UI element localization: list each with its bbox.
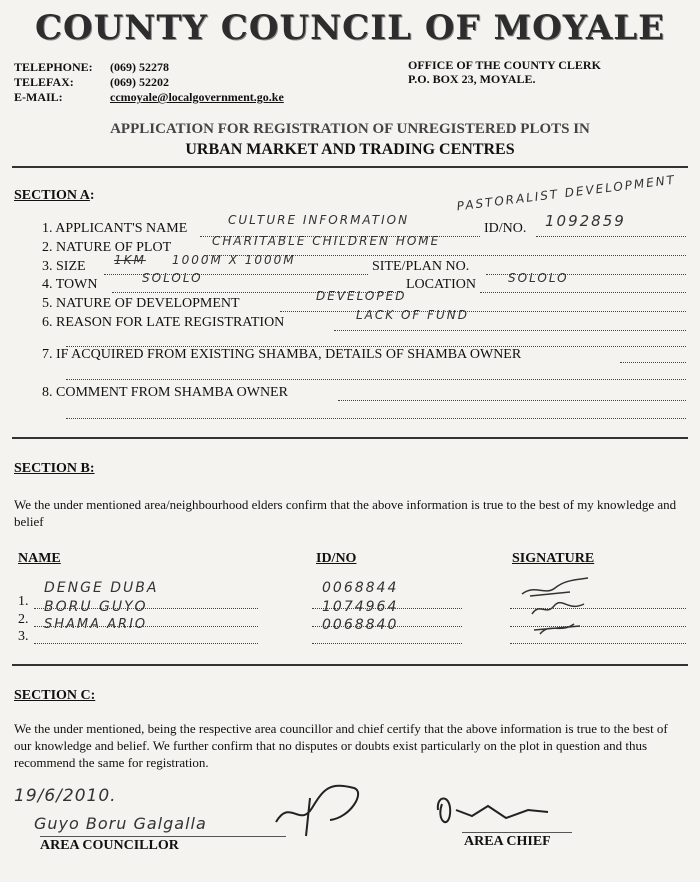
councillor-signature-icon — [270, 778, 370, 840]
nature-of-plot-value: CHARITABLE CHILDREN HOME — [212, 234, 441, 248]
handwritten-date: 19/6/2010. — [14, 786, 117, 806]
nature-of-development-value: DEVELOPED — [316, 289, 407, 303]
telephone-label: TELEPHONE: — [14, 60, 93, 74]
field-shamba-owner-comment: 8. COMMENT FROM SHAMBA OWNER — [42, 385, 288, 400]
elder-row-2-num: 2. — [18, 612, 29, 627]
telefax-label: TELEFAX: — [14, 75, 74, 89]
section-a-heading: SECTION A: — [14, 188, 95, 203]
contact-block — [14, 60, 284, 105]
elder-row-3-num: 3. — [18, 629, 29, 644]
elder-row-2-name: BORU GUYO — [44, 599, 148, 615]
field-town: 4. TOWN — [42, 277, 98, 292]
telefax-value: (069) 52202 — [110, 75, 169, 89]
area-chief-label: AREA CHIEF — [464, 834, 551, 849]
elder-row-1-id: 0068844 — [322, 580, 399, 596]
section-a-divider — [12, 437, 688, 439]
elder-2-signature-icon — [528, 598, 588, 620]
po-box: P.O. BOX 23, MOYALE. — [408, 72, 536, 86]
size-value: 1000M X 1000M — [172, 253, 296, 267]
location-value: SOLOLO — [508, 271, 569, 285]
email-value: ccmoyale@localgovernment.go.ke — [110, 90, 284, 104]
chief-signature-line — [462, 832, 572, 833]
late-registration-value: LACK OF FUND — [356, 308, 470, 322]
form-title-line1: APPLICATION FOR REGISTRATION OF UNREGISTERED PLOTS IN — [110, 121, 590, 137]
late-registration-line-2 — [66, 334, 686, 347]
elder-3-signature-icon — [530, 618, 590, 638]
section-b-divider — [12, 664, 688, 666]
id-label: ID/NO. — [484, 221, 527, 236]
councillor-signature-line — [40, 836, 286, 837]
chief-signature-icon — [432, 790, 552, 838]
field-shamba-owner-details: 7. IF ACQUIRED FROM EXISTING SHAMBA, DETAILS OF SHAMBA OWNER — [42, 347, 522, 362]
elder-row-1-num: 1. — [18, 594, 29, 609]
id-value: 1092859 — [545, 212, 626, 230]
col-header-signature: SIGNATURE — [512, 551, 595, 566]
size-struck-value: 1KM — [114, 253, 146, 267]
field-nature-of-development: 5. NATURE OF DEVELOPMENT — [42, 296, 240, 311]
handwritten-organisation: PASTORALIST DEVELOPMENT — [455, 172, 677, 214]
col-header-name: NAME — [18, 551, 61, 566]
area-councillor-label: AREA COUNCILLOR — [40, 838, 179, 853]
field-nature-of-plot: 2. NATURE OF PLOT — [42, 240, 172, 255]
applicant-name-value: CULTURE INFORMATION — [228, 213, 410, 227]
header-divider — [12, 166, 688, 168]
elder-row-3-id: 0068840 — [322, 617, 399, 633]
elder-row-3-name-line — [34, 631, 258, 644]
telephone-value: (069) 52278 — [110, 60, 169, 74]
field-late-registration-reason: 6. REASON FOR LATE REGISTRATION — [42, 315, 285, 330]
office-block — [408, 58, 601, 86]
shamba-comment-line — [338, 388, 686, 401]
section-c-text: We the under mentioned, being the respective area councillor and chief certify that the above information is true to the best of our knowledge and belief. We further confirm that no disputes or doubts exist particularly on the plot in question and thus recommend the same for registration. — [14, 721, 668, 770]
email-label: E-MAIL: — [14, 90, 63, 104]
shamba-owner-line — [620, 350, 686, 363]
shamba-owner-line-2 — [66, 367, 686, 380]
section-c-heading: SECTION C: — [14, 688, 96, 703]
shamba-comment-line-2 — [66, 406, 686, 419]
council-title: COUNTY COUNCIL OF MOYALE — [34, 8, 666, 48]
elder-row-1-name: DENGE DUBA — [44, 580, 159, 596]
field-size: 3. SIZE — [42, 259, 86, 274]
field-applicant-name: 1. APPLICANT'S NAME — [42, 221, 188, 236]
form-title-line2: URBAN MARKET AND TRADING CENTRES — [185, 141, 515, 158]
location-label: LOCATION — [406, 277, 476, 292]
site-plan-label: SITE/PLAN NO. — [372, 259, 470, 274]
town-value: SOLOLO — [142, 271, 203, 285]
councillor-handwritten-name: Guyo Boru Galgalla — [34, 814, 207, 833]
office-name: OFFICE OF THE COUNTY CLERK — [408, 58, 601, 72]
elder-row-3-name: SHAMA ARIO — [44, 617, 148, 632]
col-header-id: ID/NO — [316, 551, 357, 566]
elder-row-2-id: 1074964 — [322, 599, 399, 615]
section-b-text: We the under mentioned area/neighbourhood elders confirm that the above information is true to the best of my knowledge and belief — [14, 497, 677, 529]
section-b-heading: SECTION B: — [14, 461, 95, 476]
